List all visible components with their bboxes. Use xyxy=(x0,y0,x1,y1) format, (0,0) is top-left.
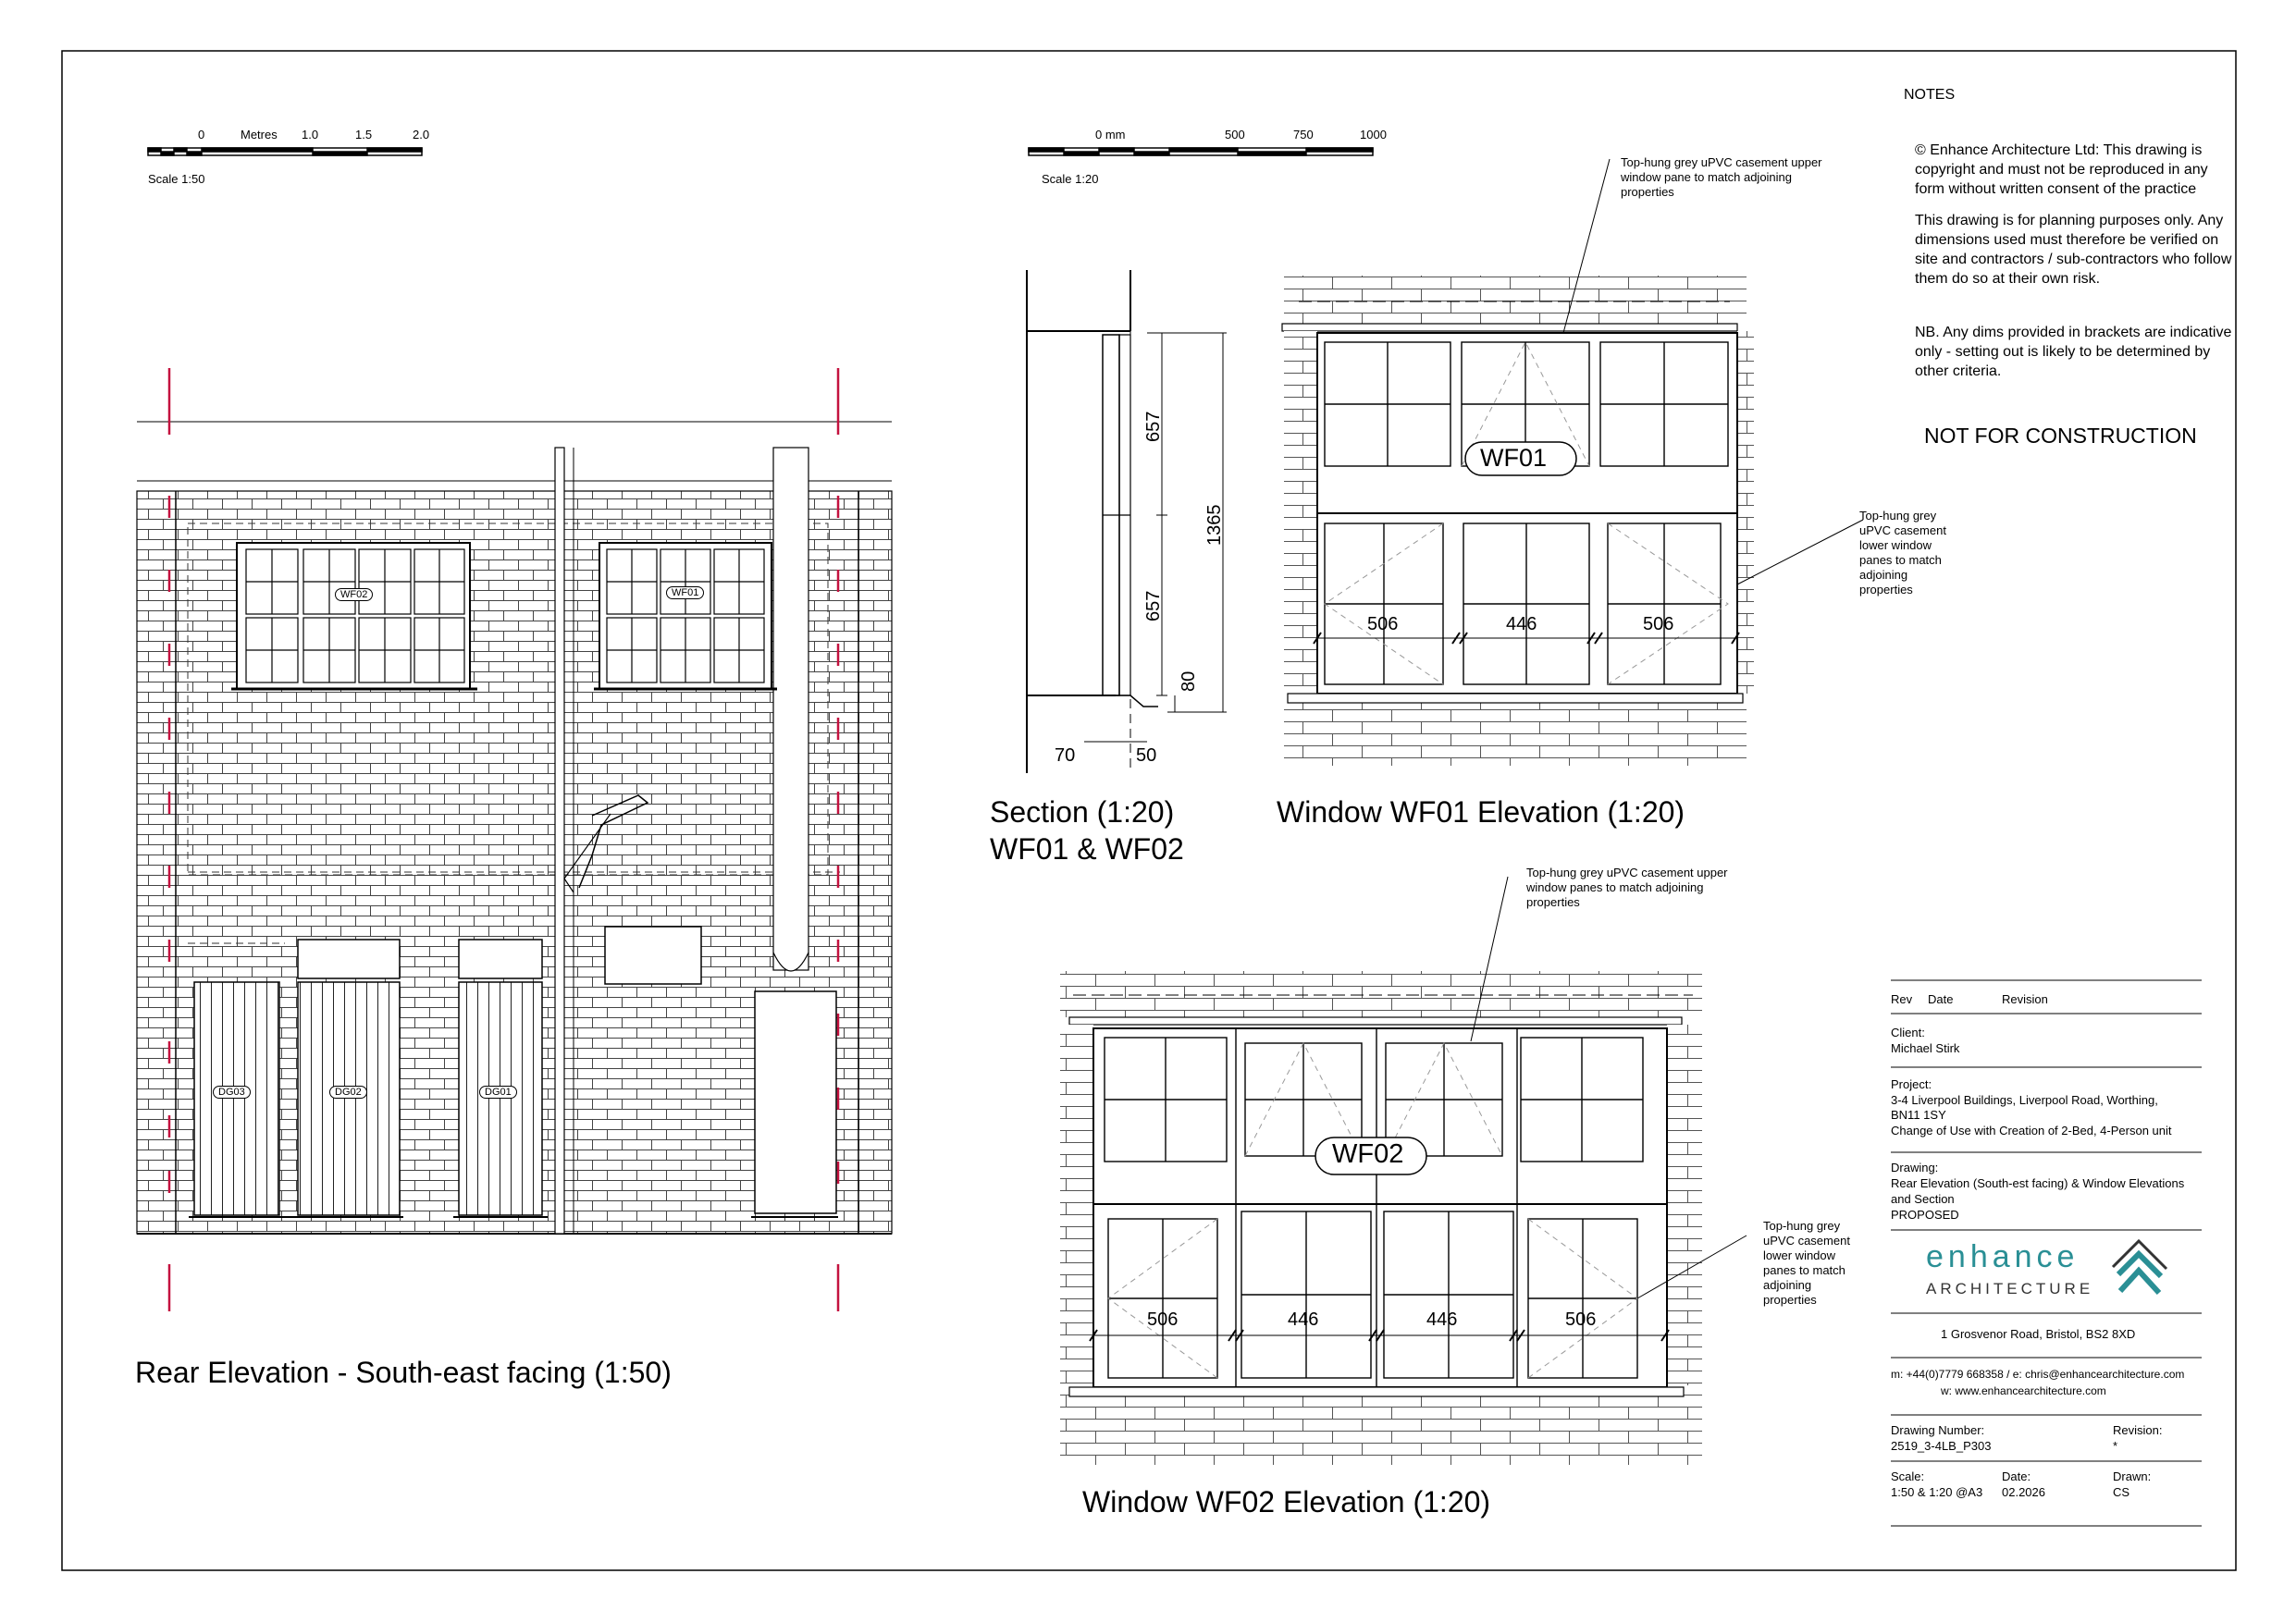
tb-project-2: BN11 1SY xyxy=(1891,1108,1946,1122)
wf01-note-lower-line: uPVC casement xyxy=(1859,523,1946,537)
wf02-note-lower-line: lower window xyxy=(1763,1248,1836,1262)
section-title-2: WF01 & WF02 xyxy=(990,832,1184,866)
wf02-note-lower-line: properties xyxy=(1763,1293,1817,1307)
wf01-note-lower-line: Top-hung grey xyxy=(1859,509,1937,523)
tag-dg03: DG03 xyxy=(213,1086,251,1099)
wf01-note-lower-line: adjoining xyxy=(1859,568,1908,582)
scale2-caption: Scale 1:20 xyxy=(1042,172,1099,186)
notes-heading: NOTES xyxy=(1904,87,1956,103)
tb-date-header: Date xyxy=(1928,992,1954,1006)
section-dim-1365: 1365 xyxy=(1204,504,1225,546)
scale2-label-500: 500 xyxy=(1225,128,1245,141)
tb-scale-label: Scale: xyxy=(1891,1469,1925,1483)
tb-client-label: Client: xyxy=(1891,1026,1925,1039)
tb-date: 02.2026 xyxy=(2002,1485,2045,1499)
tag-dg02: DG02 xyxy=(329,1086,367,1099)
section-dim-657-upper: 657 xyxy=(1143,411,1164,442)
tag-dg01: DG01 xyxy=(479,1086,517,1099)
wf02-tag: WF02 xyxy=(1332,1139,1404,1169)
tb-client: Michael Stirk xyxy=(1891,1041,1960,1055)
tag-wf02-rear: WF02 xyxy=(335,588,373,601)
scale-bar-1-20 xyxy=(1029,148,1373,155)
wf01-note-upper-line: properties xyxy=(1621,185,1674,199)
wf01-elevation-drawing xyxy=(1282,159,1863,766)
notes-dims: NB. Any dims provided in brackets are indicative only - setting out is likely to be determined by other criteria. xyxy=(1915,325,2232,379)
wf01-note-lower-line: panes to match xyxy=(1859,553,1942,567)
wf02-note-lower-line: adjoining xyxy=(1763,1278,1812,1292)
wf01-dim-506-right: 506 xyxy=(1643,614,1674,634)
tb-drawn: CS xyxy=(2113,1485,2130,1499)
wf02-note-lower xyxy=(1763,1219,1850,1308)
tb-project-1: 3-4 Liverpool Buildings, Liverpool Road, Worthing, xyxy=(1891,1093,2158,1107)
tb-revision-label: Revision: xyxy=(2113,1423,2163,1437)
scale1-label-2: 2.0 xyxy=(413,128,430,141)
wf01-title: Window WF01 Elevation (1:20) xyxy=(1277,795,1685,829)
wf02-note-lower-line: uPVC casement xyxy=(1763,1234,1850,1248)
tb-drawing-label: Drawing: xyxy=(1891,1161,1939,1174)
wf02-dim-506-left: 506 xyxy=(1147,1309,1179,1330)
scale-bar-1-50 xyxy=(148,148,422,155)
not-for-construction: NOT FOR CONSTRUCTION xyxy=(1924,424,2197,448)
tb-date-label: Date: xyxy=(2002,1469,2031,1483)
wf01-note-lower-line: lower window xyxy=(1859,538,1932,552)
tb-scale: 1:50 & 1:20 @A3 xyxy=(1891,1485,1983,1499)
wf02-note-upper-line: window panes to match adjoining xyxy=(1526,880,1704,894)
wf02-title: Window WF02 Elevation (1:20) xyxy=(1082,1485,1491,1518)
tb-project-label: Project: xyxy=(1891,1077,1932,1091)
section-title-1: Section (1:20) xyxy=(990,795,1175,829)
wf02-note-lower-line: panes to match xyxy=(1763,1263,1845,1277)
tb-drawing-number-label: Drawing Number: xyxy=(1891,1423,1985,1437)
wf01-note-upper-line: window pane to match adjoining xyxy=(1621,170,1793,184)
tb-drawing-3: PROPOSED xyxy=(1891,1208,1959,1222)
wf02-dim-446-left: 446 xyxy=(1288,1309,1319,1330)
tb-rev: Rev xyxy=(1891,992,1913,1006)
wf01-dim-506-left: 506 xyxy=(1367,614,1399,634)
wf02-note-upper xyxy=(1526,866,1728,910)
wf01-note-upper-line: Top-hung grey uPVC casement upper xyxy=(1621,155,1822,169)
tag-wf01-rear: WF01 xyxy=(666,586,704,599)
tb-address: 1 Grosvenor Road, Bristol, BS2 8XD xyxy=(1941,1327,2136,1341)
wf02-note-upper-line: properties xyxy=(1526,895,1580,909)
rear-elevation-drawing xyxy=(137,368,892,1311)
logo-mark-icon xyxy=(2113,1241,2166,1293)
wf02-note-lower-line: Top-hung grey xyxy=(1763,1219,1841,1233)
section-dim-657-lower: 657 xyxy=(1143,590,1164,621)
scale2-label-1000: 1000 xyxy=(1360,128,1387,141)
wf02-dim-446-right: 446 xyxy=(1426,1309,1458,1330)
wf01-note-lower-line: properties xyxy=(1859,583,1913,596)
scale1-label-0: 0 xyxy=(198,128,205,141)
tb-revision-header: Revision xyxy=(2002,992,2048,1006)
scale1-label-metres: Metres xyxy=(241,128,278,141)
tb-drawing-number: 2519_3-4LB_P303 xyxy=(1891,1439,1992,1453)
section-dim-80: 80 xyxy=(1179,670,1199,692)
wf02-elevation-drawing xyxy=(1060,877,1747,1465)
wf01-note-lower xyxy=(1859,509,1946,597)
wf02-note-upper-line: Top-hung grey uPVC casement upper xyxy=(1526,866,1728,879)
scale1-label-15: 1.5 xyxy=(355,128,373,141)
wf01-tag: WF01 xyxy=(1480,444,1548,472)
rear-elevation-title: Rear Elevation - South-east facing (1:50) xyxy=(135,1356,672,1389)
section-drawing xyxy=(1027,270,1227,773)
tb-revision: * xyxy=(2113,1439,2118,1453)
scale1-label-1: 1.0 xyxy=(302,128,319,141)
scale2-label-0mm: 0 mm xyxy=(1095,128,1126,141)
section-dim-50: 50 xyxy=(1136,745,1157,766)
tb-drawing-2: and Section xyxy=(1891,1192,1955,1206)
tb-contact: m: +44(0)7779 668358 / e: chris@enhancearchitecture.com xyxy=(1891,1368,2185,1381)
wf01-note-upper xyxy=(1621,155,1822,200)
logo-word: enhance xyxy=(1926,1239,2080,1274)
tb-web: w: www.enhancearchitecture.com xyxy=(1941,1384,2106,1397)
tb-drawing-1: Rear Elevation (South-est facing) & Window Elevations xyxy=(1891,1176,2185,1190)
scale1-caption: Scale 1:50 xyxy=(148,172,205,186)
scale2-label-750: 750 xyxy=(1293,128,1314,141)
tb-project-3: Change of Use with Creation of 2-Bed, 4-Person unit xyxy=(1891,1124,2172,1137)
notes-copyright: © Enhance Architecture Ltd: This drawing is copyright and must not be reproduced in any form without written consent of the practice xyxy=(1915,142,2208,197)
section-dim-70: 70 xyxy=(1055,745,1076,766)
notes-planning: This drawing is for planning purposes only. Any dimensions used must therefore be verified on site and contractors / sub-contractors who follow them do so at their own risk. xyxy=(1915,213,2232,287)
tb-drawn-label: Drawn: xyxy=(2113,1469,2152,1483)
wf02-dim-506-right: 506 xyxy=(1565,1309,1597,1330)
logo-sub: ARCHITECTURE xyxy=(1926,1280,2094,1297)
wf01-dim-446: 446 xyxy=(1506,614,1537,634)
